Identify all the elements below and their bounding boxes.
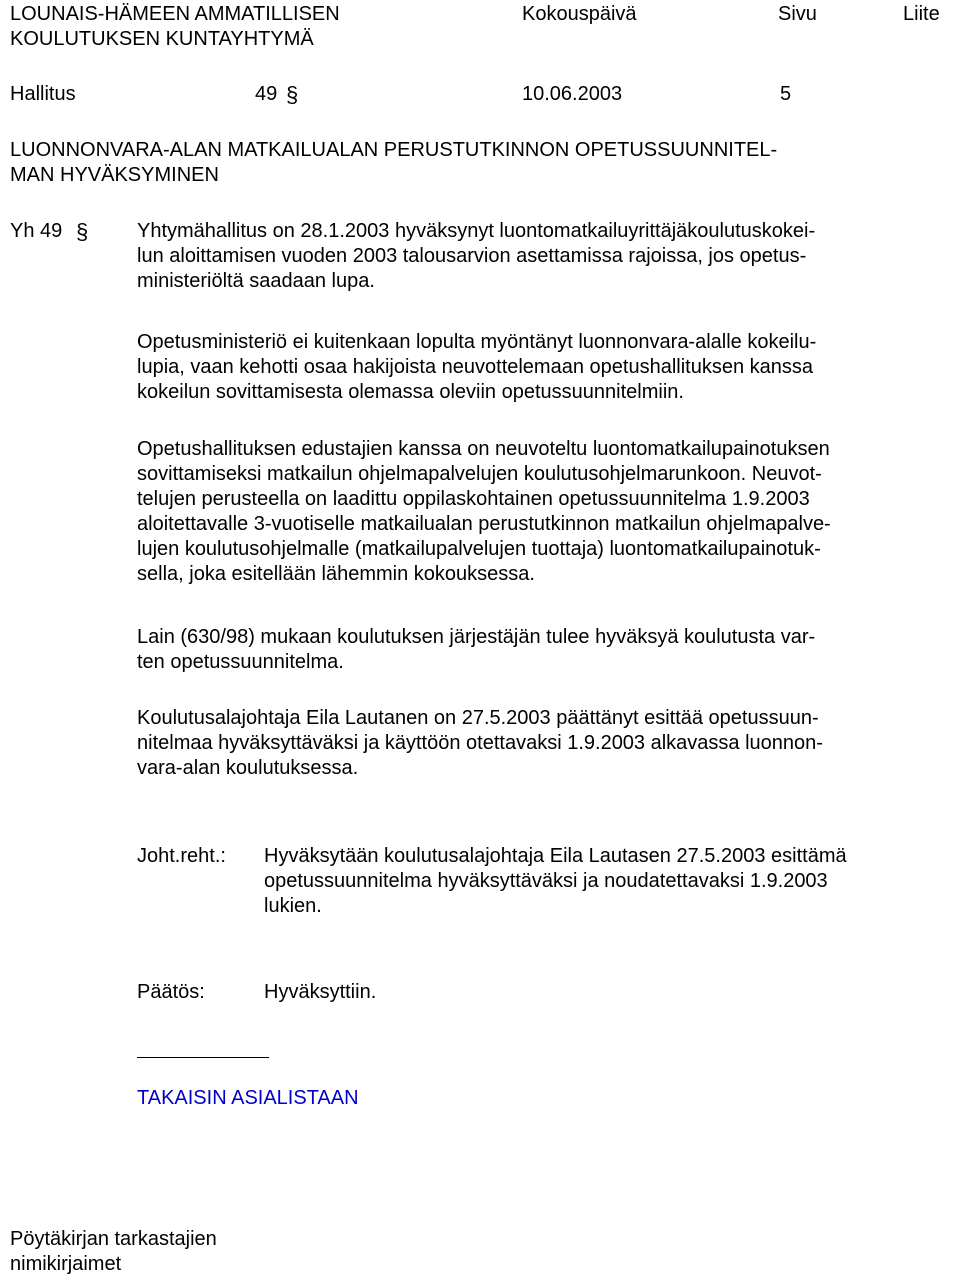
body-paragraph <box>137 330 952 405</box>
paragraph-line: sovittamiseksi matkailun ohjelmapalvelujen koulutusohjelmarunkoon. Neuvot- <box>137 463 822 485</box>
organization-name-line1: LOUNAIS-HÄMEEN AMMATILLISEN <box>10 3 340 25</box>
body-paragraph <box>137 625 952 675</box>
proposal-line: opetussuunnitelma hyväksyttäväksi ja noudatettavaksi 1.9.2003 <box>264 870 828 892</box>
proposal-text <box>264 844 847 919</box>
separator-line <box>137 1057 269 1058</box>
body-paragraph <box>137 219 952 294</box>
paragraph-line: Opetusministeriö ei kuitenkaan lopulta myöntänyt luonnonvara-alalle kokeilu- <box>137 331 817 353</box>
proposal-line: lukien. <box>264 895 322 917</box>
decision-text: Hyväksyttiin. <box>264 981 377 1003</box>
attachment-label: Liite <box>903 3 940 25</box>
decision-label: Päätös: <box>137 981 205 1003</box>
proposal-label: Joht.reht.: <box>137 845 226 867</box>
document-title-line1: LUONNONVARA-ALAN MATKAILUALAN PERUSTUTKINNON OPETUSSUUNNITEL- <box>10 139 778 161</box>
paragraph-line: vara-alan koulutuksessa. <box>137 757 359 779</box>
organization-name <box>10 2 340 52</box>
paragraph-line: aloitettavalle 3-vuotiselle matkailualan perustutkinnon matkailun ohjelmapalve- <box>137 513 831 535</box>
paragraph-line: lun aloittamisen vuoden 2003 talousarvion asettamissa rajoissa, jos opetus- <box>137 245 807 267</box>
footer-inspectors-initials <box>10 1227 217 1277</box>
back-to-agenda-link[interactable]: TAKAISIN ASIALISTAAN <box>137 1087 359 1109</box>
footer-line2: nimikirjaimet <box>10 1253 122 1275</box>
paragraph-line: ten opetussuunnitelma. <box>137 651 344 673</box>
page-label: Sivu <box>778 3 817 25</box>
paragraph-line: Lain (630/98) mukaan koulutuksen järjestäjän tulee hyväksyä koulutusta var- <box>137 626 816 648</box>
paragraph-line: Yhtymähallitus on 28.1.2003 hyväksynyt luontomatkailuyrittäjäkoulutuskokei- <box>137 220 816 242</box>
paragraph-line: sella, joka esitellään lähemmin kokouksessa. <box>137 563 535 585</box>
paragraph-line: ministeriöltä saadaan lupa. <box>137 270 375 292</box>
paragraph-line: nitelmaa hyväksyttäväksi ja käyttöön otettavaksi 1.9.2003 alkavassa luonnon- <box>137 732 823 754</box>
section-mark-icon: § <box>286 82 299 107</box>
body-paragraph <box>137 437 952 587</box>
paragraph-line: kokeilun sovittamisesta olemassa oleviin opetussuunnitelmiin. <box>137 381 684 403</box>
page-number: 5 <box>780 83 792 105</box>
meeting-date: 10.06.2003 <box>522 83 623 105</box>
body-paragraph <box>137 706 952 781</box>
footer-line1: Pöytäkirjan tarkastajien <box>10 1228 217 1250</box>
paragraph-line: telujen perusteella on laadittu oppilaskohtainen opetussuunnitelma 1.9.2003 <box>137 488 810 510</box>
meeting-day-label: Kokouspäivä <box>522 3 637 25</box>
proposal-line: Hyväksytään koulutusalajohtaja Eila Lautasen 27.5.2003 esittämä <box>264 845 847 867</box>
reference-label: Yh 49 <box>10 220 63 242</box>
paragraph-line: Koulutusalajohtaja Eila Lautanen on 27.5.2003 päättänyt esittää opetussuun- <box>137 707 819 729</box>
paragraph-line: Opetushallituksen edustajien kanssa on neuvoteltu luontomatkailupainotuksen <box>137 438 830 460</box>
meeting-body: Hallitus <box>10 83 76 105</box>
document-title-line2: MAN HYVÄKSYMINEN <box>10 164 219 186</box>
paragraph-line: lupia, vaan kehotti osaa hakijoista neuvottelemaan opetushallituksen kanssa <box>137 356 813 378</box>
section-mark-icon: § <box>76 219 89 244</box>
organization-name-line2: KOULUTUKSEN KUNTAYHTYMÄ <box>10 28 314 50</box>
meeting-number: 49 <box>255 83 278 105</box>
document-title <box>10 138 777 188</box>
paragraph-line: lujen koulutusohjelmalle (matkailupalvelujen tuottaja) luontomatkailupainotuk- <box>137 538 821 560</box>
